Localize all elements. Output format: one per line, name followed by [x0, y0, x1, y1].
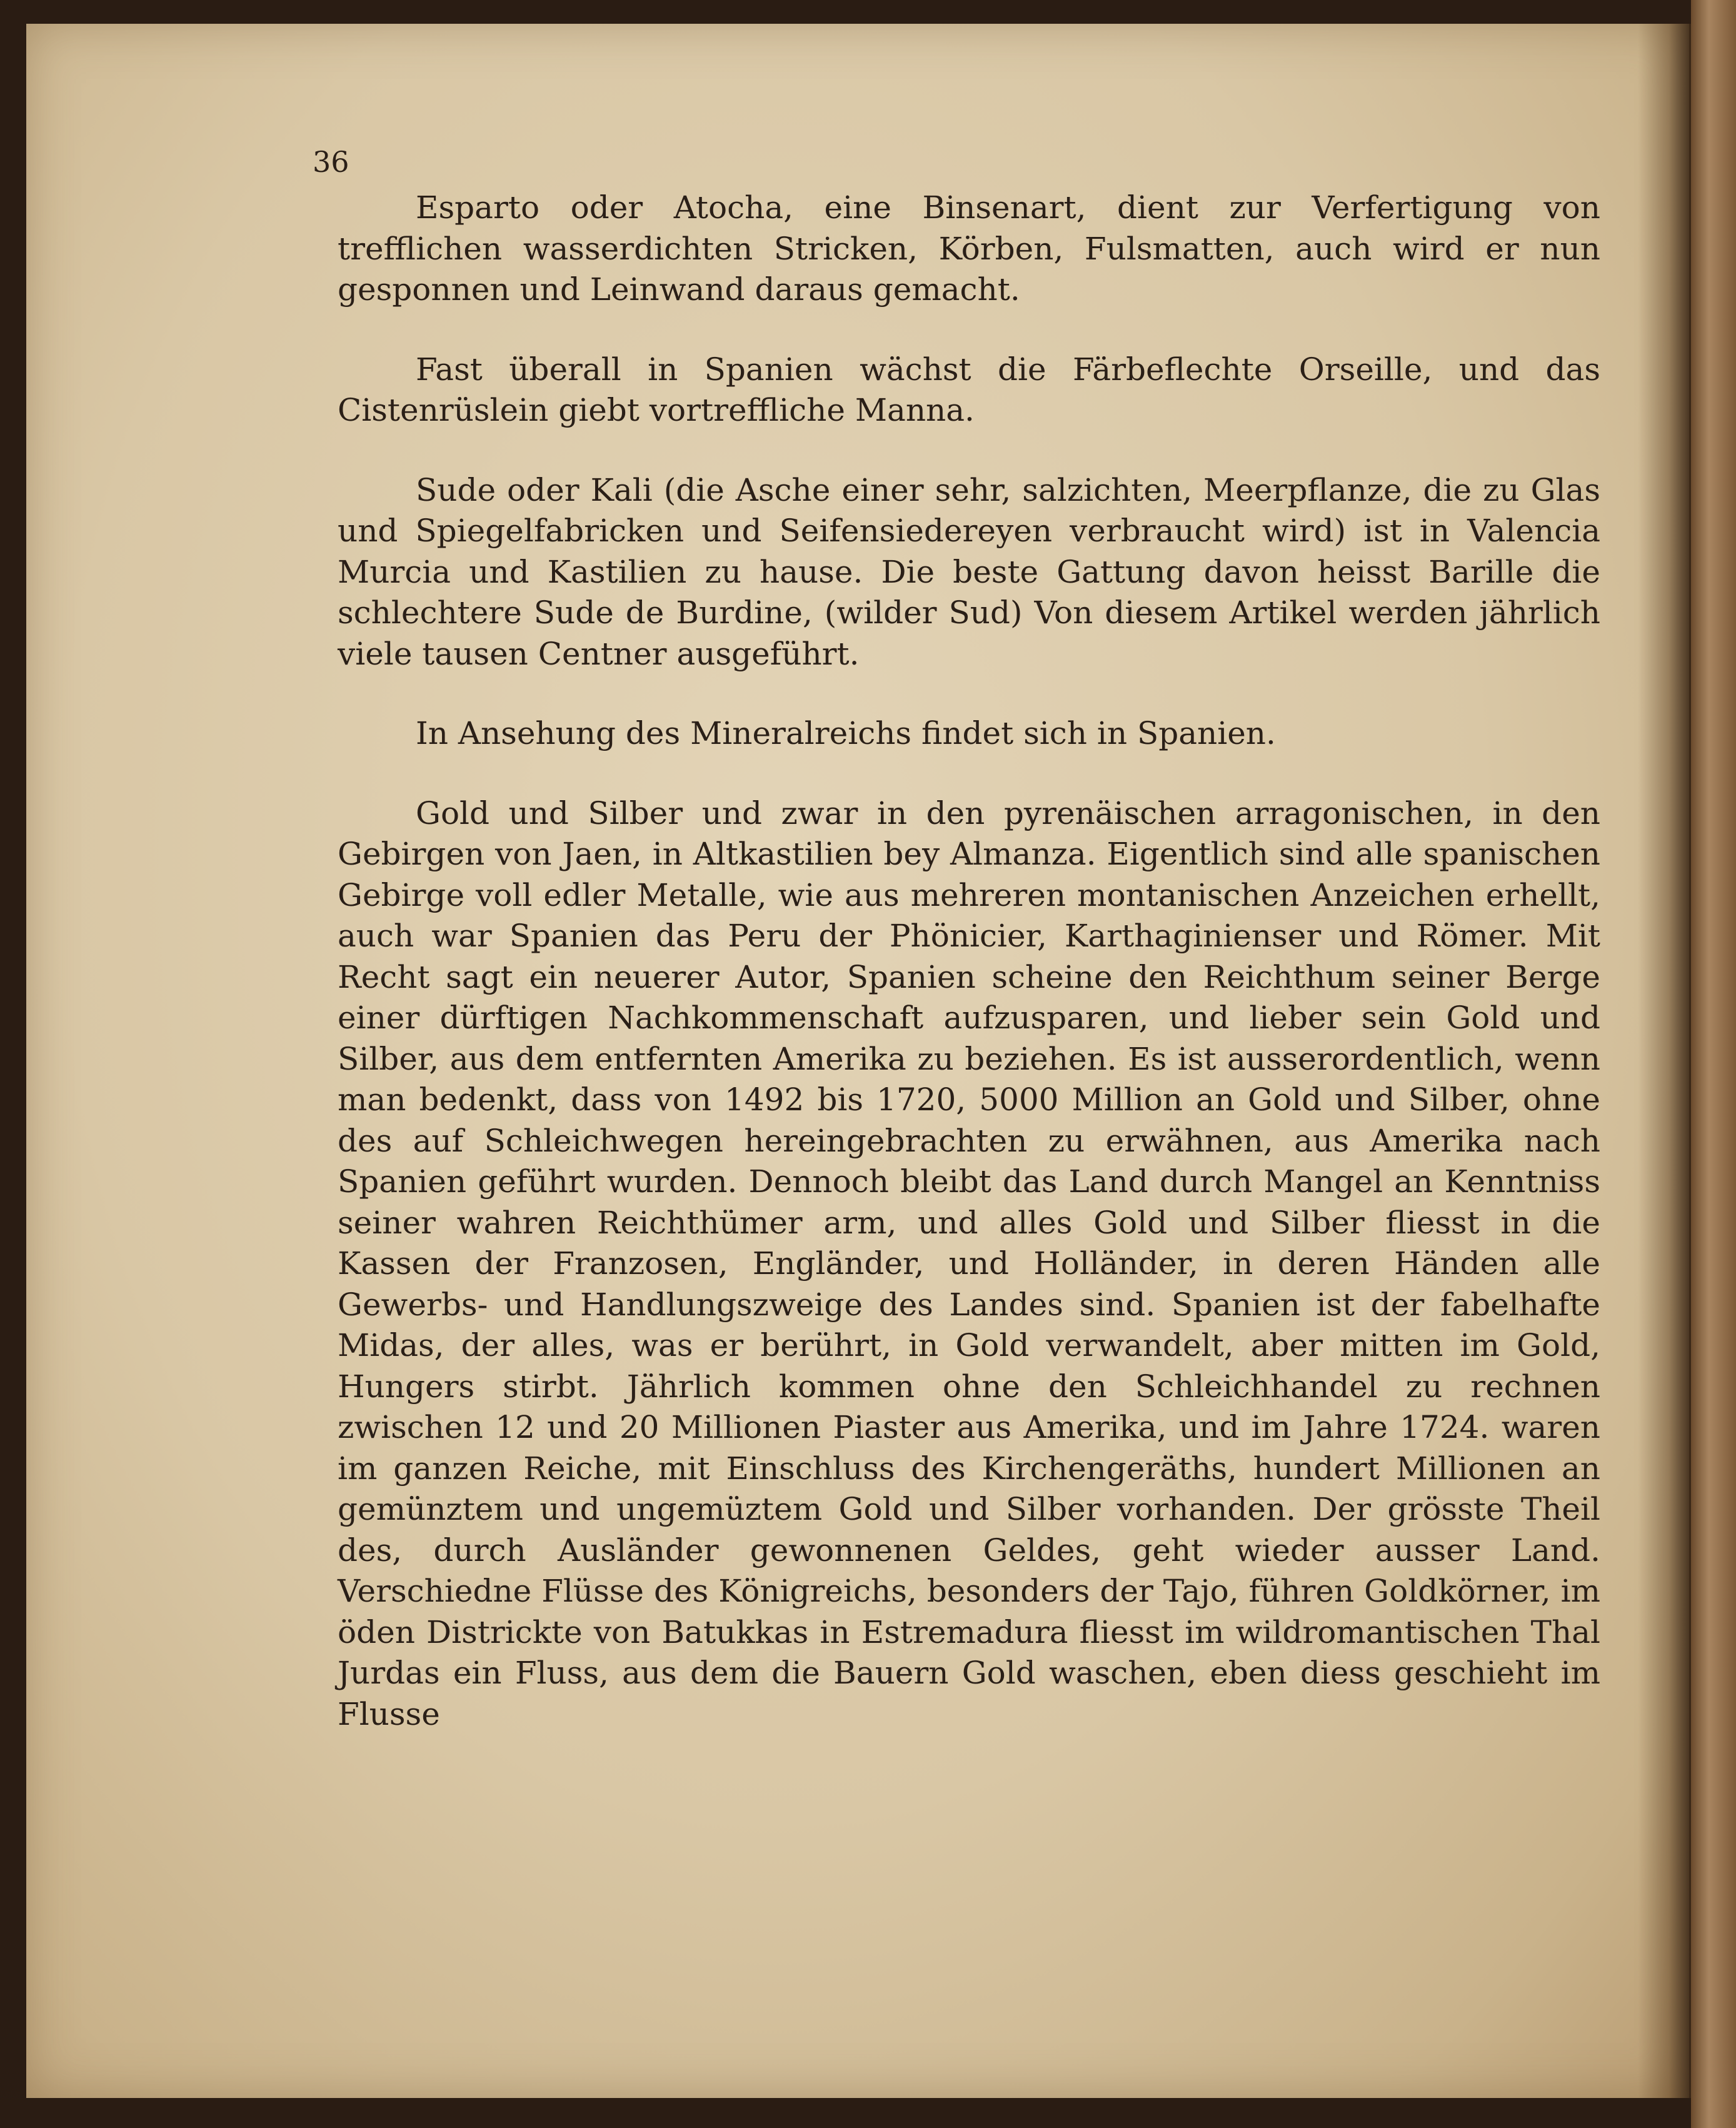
- binding-gutter: [1638, 24, 1694, 2098]
- paragraph-sude-kali: Sude oder Kali (die Asche einer sehr, salzichten, Meerpflanze, die zu Glas und Spiegelfabricken und Seifensiedereyen verbraucht wird) ist in Valencia Murcia und Kastilien zu hause. Die beste Gattung davon heisst Barille die schlechtere Sude de Burdine, (wilder Sud) Von diesem Artikel werden jährlich viele tausen Centner ausgeführt.: [338, 471, 1600, 672]
- facing-page-edge: [1691, 0, 1736, 2128]
- body-text: [338, 138, 1600, 1735]
- paragraph-gold-silber: Gold und Silber und zwar in den pyrenäischen arragonischen, in den Gebirgen von Jaen, in Altkastilien bey Almanza. Eigentlich sind alle spanischen Gebirge voll edler Metalle, wie aus mehreren montanischen Anzeichen erhellt, auch war Spanien das Peru der Phönicier, Karthaginienser und Römer. Mit Recht sagt ein neuerer Autor, Spanien scheine den Reichthum seiner Berge einer dürftigen Nachkommenschaft aufzusparen, und lieber sein Gold und Silber, aus dem entfernten Amerika zu beziehen. Es ist ausserordentlich, wenn man bedenkt, dass von 1492 bis 1720, 5000 Million an Gold und Silber, ohne des auf Schleichwegen hereingebrachten zu erwähnen, aus Amerika nach Spanien geführt wurden. Dennoch bleibt das Land durch Mangel an Kenntniss seiner wahren Reichthümer arm, und alles Gold und Silber fliesst in die Kassen der Franzosen, Engländer, und Holländer, in deren Händen alle Gewerbs- und Handlungszweige des Landes sind. Spanien ist der fabelhafte Midas, der alles, was er berührt, in Gold verwandelt, aber mitten im Gold, Hungers stirbt. Jährlich kommen ohne den Schleichhandel zu rechnen zwischen 12 und 20 Millionen Piaster aus Amerika, und im Jahre 1724. waren im ganzen Reiche, mit Einschluss des Kirchengeräths, hundert Millionen an gemünztem und ungemüztem Gold und Silber vorhanden. Der grösste Theil des, durch Ausländer gewonnenen Geldes, geht wieder ausser Land. Verschiedne Flüsse des Königreichs, besonders der Tajo, führen Goldkörner, im öden Districkte von Batukkas in Estremadura fliesst im wildromantischen Thal Jurdas ein Fluss, aus dem die Bauern Gold waschen, eben diess geschieht im Flusse: [338, 795, 1600, 1732]
- paragraph-esparto: Esparto oder Atocha, eine Binsenart, dient zur Verfertigung von trefflichen wasserdichten Stricken, Körben, Fulsmatten, auch wird er nun gesponnen und Leinwand daraus gemacht.: [338, 189, 1600, 308]
- page-number: 36: [313, 145, 349, 179]
- paragraph-orseille: Fast überall in Spanien wächst die Färbeflechte Orseille, und das Cistenrüslein giebt vortreffliche Manna.: [338, 351, 1600, 428]
- paragraph-mineralreich: In Ansehung des Mineralreichs findet sich in Spanien.: [416, 715, 1276, 751]
